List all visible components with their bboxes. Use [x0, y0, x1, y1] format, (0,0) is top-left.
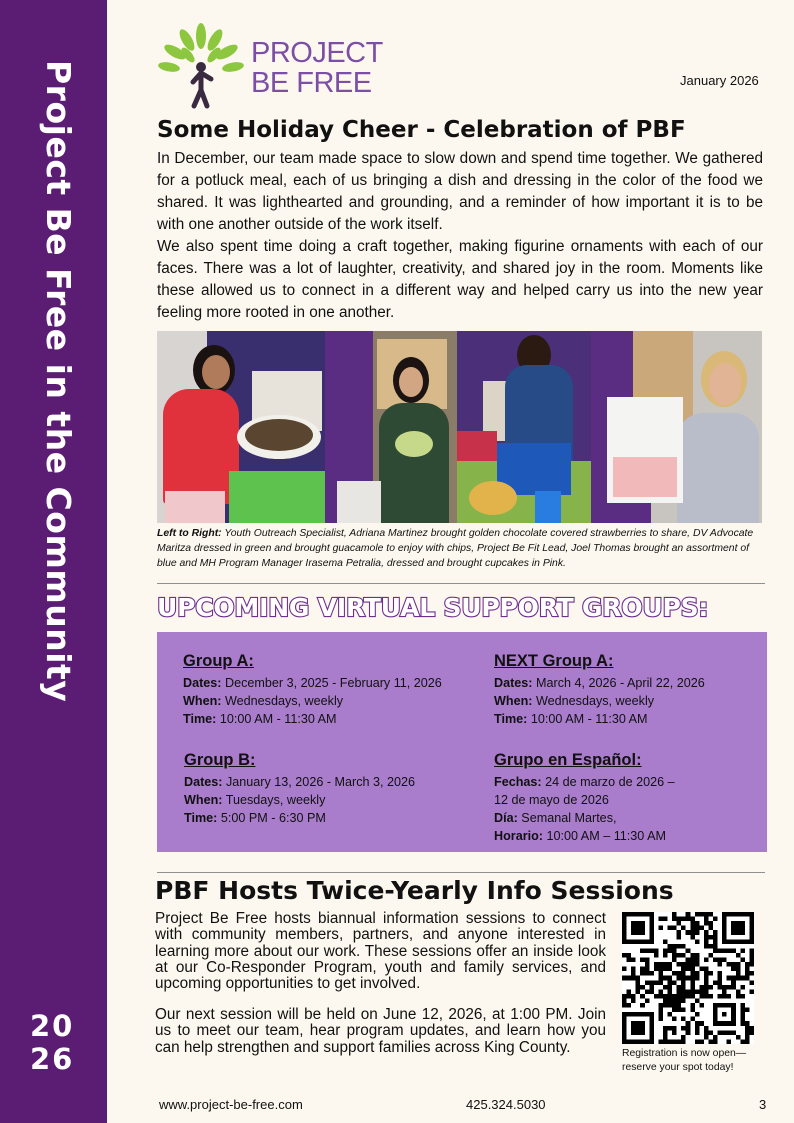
photo-irasema-cupcakes — [591, 331, 762, 523]
footer-website[interactable]: www.project-be-free.com — [159, 1097, 303, 1112]
project-be-free-logo-icon — [155, 22, 247, 110]
info-paragraph-2: Our next session will be held on June 12, 2026, at 1:00 PM. Join us to meet our team, hear program updates, and learn how you can help strengthen and support families across King County. — [155, 1006, 606, 1056]
group-a: Group A: Dates: December 3, 2025 - February 11, 2026 When: Wednesdays, weekly Time: 10:00 AM - 11:30 AM — [183, 652, 442, 726]
page-number: 3 — [759, 1097, 767, 1112]
holiday-paragraph-1: In December, our team made space to slow down and spend time together. We gathered for a potluck meal, each of us bringing a dish and dressing in the color of the food we shared. It was lighthearted and grounding, and a reminder of how important it is to be with one another outside of the work itself. — [157, 150, 763, 233]
photo-adriana-strawberries — [157, 331, 325, 523]
photo-joel-blue-snacks — [457, 331, 591, 523]
sidebar — [0, 0, 107, 1123]
group-b-title: Group B: — [184, 751, 256, 769]
divider — [157, 872, 765, 873]
divider — [157, 583, 765, 584]
info-sessions-heading: PBF Hosts Twice-Yearly Info Sessions — [155, 876, 674, 905]
info-paragraph-1: Project Be Free hosts biannual information sessions to connect with community members, partners, and anyone interested in learning more about our work. These sessions offer an inside look at our Co-Responder Program, youth and family services, and upcoming opportunities to get involved. — [155, 910, 606, 993]
sidebar-year: 20 26 — [30, 1009, 75, 1076]
photo-caption: Left to Right: Youth Outreach Specialist, Adriana Martinez brought golden chocolate covered strawberries to share, DV Advocate Maritza dressed in green and brought guacamole to enjoy with chips, Project Be Fit Lead, Joel Thomas brought an assortment of blue and MH Program Manager Irasema Petralia, dressed and brought cupcakes in Pink. — [157, 528, 754, 569]
holiday-paragraph-2: We also spent time doing a craft together, making figurine ornaments with each of our faces. There was a lot of laughter, creativity, and shared joy in the room. Moments like these allowed us to connect in a different way and helped carry us into the new year feeling more rooted in one another. — [157, 238, 763, 321]
sidebar-title: Project Be Free in the Community — [39, 60, 78, 703]
holiday-photo-strip — [157, 331, 762, 523]
grupo-espanol-title: Grupo en Español: — [494, 751, 642, 769]
project-be-free-logo — [155, 22, 383, 112]
holiday-heading: Some Holiday Cheer - Celebration of PBF — [157, 117, 686, 143]
logo-text: PROJECT BE FREE — [251, 37, 383, 99]
footer-phone[interactable]: 425.324.5030 — [466, 1097, 546, 1112]
next-group-a: NEXT Group A: Dates: March 4, 2026 - April 22, 2026 When: Wednesdays, weekly Time: 10:00 AM - 11:30 AM — [494, 652, 705, 726]
qr-code-icon[interactable] — [622, 912, 754, 1044]
upcoming-groups-heading: UPCOMING VIRTUAL SUPPORT GROUPS: — [157, 593, 709, 622]
photo-maritza-guacamole — [325, 331, 457, 523]
grupo-espanol: Grupo en Español: Fechas: 24 de marzo de 2026 – 12 de mayo de 2026 Día: Semanal Martes, Horario: 10:00 AM – 11:30 AM — [494, 751, 675, 843]
support-groups-panel — [157, 632, 767, 852]
group-b: Group B: Dates: January 13, 2026 - March 3, 2026 When: Tuesdays, weekly Time: 5:00 PM - 6:30 PM — [184, 751, 416, 825]
next-group-a-title: NEXT Group A: — [494, 652, 614, 670]
group-a-title: Group A: — [183, 652, 254, 670]
issue-date: January 2026 — [680, 73, 759, 88]
registration-note: Registration is now open—reserve your spot today! — [622, 1048, 747, 1073]
